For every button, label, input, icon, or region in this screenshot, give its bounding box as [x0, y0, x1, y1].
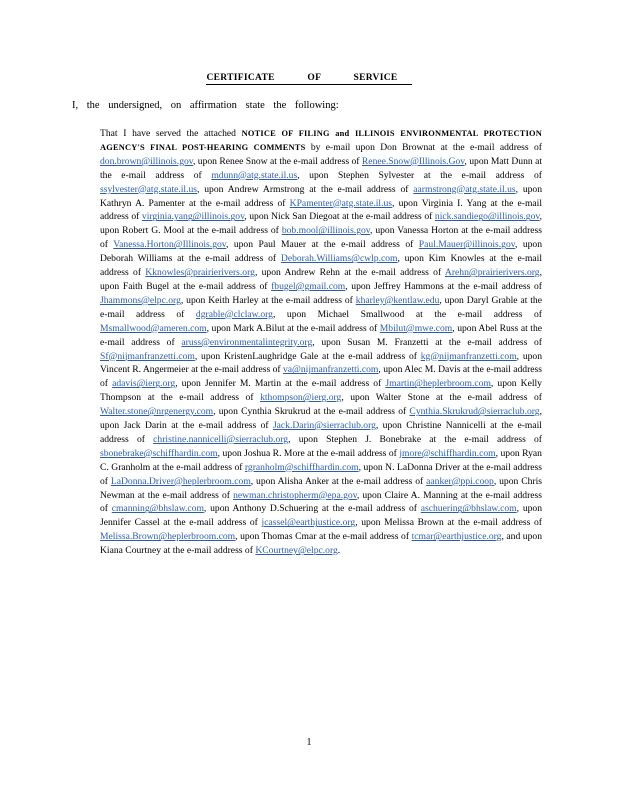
recipient-email-link[interactable]: dgrable@clclaw.org: [195, 308, 273, 320]
recipient-name: Michael Smallwood: [317, 308, 405, 320]
recipient-email-link[interactable]: rgranholm@schiffhardin.com: [244, 461, 359, 473]
recipient-name: Jennifer M. Martin: [204, 378, 282, 390]
recipient-email-link[interactable]: aschuering@bhslaw.com: [420, 503, 517, 515]
recipient-name: Melissa Brown: [384, 517, 444, 529]
recipient-email-link[interactable]: Jack.Darin@sierraclub.org: [272, 420, 376, 432]
recipient-email-link[interactable]: fbugel@gmail.com: [271, 280, 346, 292]
recipient-name: Kim Knowles: [428, 253, 485, 265]
recipient-name: Vanessa Horton: [397, 225, 459, 237]
document-title: CERTIFICATE OF SERVICE: [0, 73, 618, 85]
recipient-name: Matt Dunn: [490, 155, 533, 167]
recipient-email-link[interactable]: virginia.yang@illinois.gov: [141, 211, 245, 223]
recipient-name: Anthony D.Schuering: [232, 503, 319, 515]
recipient-email-link[interactable]: Paul.Mauer@illinois.gov: [418, 239, 515, 251]
recipient-email-link[interactable]: Jhammons@elpc.org: [100, 294, 181, 306]
recipient-name: Joshua R. More: [244, 447, 305, 459]
recipient-email-link[interactable]: KCourtney@elpc.org: [255, 545, 338, 557]
recipient-email-link[interactable]: bob.mool@illinois.gov: [281, 225, 370, 237]
recipient-name: Stephen J. Bonebrake: [326, 433, 422, 445]
recipient-email-link[interactable]: ssylvester@atg.state.il.us: [100, 183, 198, 195]
recipient-name: Christine Nannicelli: [406, 420, 486, 432]
recipient-email-link[interactable]: Renee.Snow@Illinois.Gov: [361, 155, 465, 167]
recipient-name: Abel Russ: [478, 322, 519, 334]
recipient-name: Alisha Anker: [277, 475, 329, 487]
recipient-email-link[interactable]: Vanessa.Horton@Illinois.gov: [113, 239, 226, 251]
page-number: 1: [306, 737, 312, 748]
recipient-name: Mark A.Bilut: [233, 322, 285, 334]
recipient-email-link[interactable]: va@nijmanfranzetti.com: [282, 364, 379, 376]
recipient-name: Stephen Sylvester: [337, 169, 415, 181]
recipient-email-link[interactable]: jmore@schiffhardin.com: [399, 447, 496, 459]
recipient-name: Paul Mauer: [258, 239, 307, 251]
notice-title: NOTICE OF FILING and ILLINOIS ENVIRONMENTAL PROTECTION AGENCY'S FINAL POST-HEARING COMMENTS: [100, 129, 542, 152]
recipient-email-link[interactable]: aruss@environmentalintegrity.org: [181, 336, 313, 348]
recipient-email-link[interactable]: kharley@kentlaw.edu: [355, 294, 440, 306]
recipient-name: Walter Stone: [375, 392, 430, 404]
recipient-email-link[interactable]: kthompson@ierg.org: [260, 392, 342, 404]
recipient-name: KristenLaughridge Gale: [223, 350, 319, 362]
recipient-email-link[interactable]: tcmar@earthjustice.org: [411, 531, 502, 543]
recipient-email-link[interactable]: KPamenter@atg.state.il.us: [289, 197, 393, 209]
recipient-email-link[interactable]: kg@nijmanfranzetti.com: [420, 350, 517, 362]
recipient-email-link[interactable]: adavis@ierg.org: [112, 378, 176, 390]
recipient-email-link[interactable]: mdunn@atg.state.il.us: [211, 169, 298, 181]
recipient-name: Susan M. Franzetti: [347, 336, 429, 348]
recipient-name: Robert G. Mool: [122, 225, 185, 237]
recipient-name: Jack Darin: [123, 420, 167, 432]
intro-statement: I, the undersigned, on affirmation state the following:: [72, 100, 339, 111]
recipient-email-link[interactable]: Walter.stone@nrgenergy.com: [100, 406, 214, 418]
recipient-email-link[interactable]: Melissa.Brown@heplerbroom.com: [100, 531, 236, 543]
recipient-email-link[interactable]: Cynthia.Skrukrud@sierraclub.org: [409, 406, 540, 418]
recipient-name: Vincent R. Angermeier: [100, 364, 189, 376]
recipient-name: Keith Harley: [208, 294, 259, 306]
recipient-name: Chris Newman: [100, 475, 542, 501]
recipient-name: Ryan C. Granholm: [100, 447, 542, 473]
recipient-name: Jennifer Cassel: [100, 517, 160, 529]
recipient-name: Kelly Thompson: [100, 378, 542, 404]
recipient-name: N. LaDonna Driver: [385, 461, 461, 473]
recipient-email-link[interactable]: aanker@ppi.coop: [426, 475, 494, 487]
recipient-email-link[interactable]: Msmallwood@ameren.com: [100, 322, 207, 334]
recipient-email-link[interactable]: don.brown@illinois.gov: [100, 155, 193, 167]
recipient-name: Virginia I. Yang: [421, 197, 487, 209]
recipient-name: Don Brownat: [380, 141, 436, 153]
recipient-name: Cynthia Skrukrud: [241, 406, 311, 418]
recipient-email-link[interactable]: christine.nannicelli@sierraclub.org: [153, 433, 289, 445]
recipient-email-link[interactable]: nick.sandiego@illinois.gov: [434, 211, 540, 223]
via-text: by e-mail upon: [305, 141, 381, 153]
recipient-name: Kathryn A. Pamenter: [100, 197, 185, 209]
recipient-email-link[interactable]: jcassel@earthjustice.org: [261, 517, 356, 529]
service-paragraph: That I have served the attached NOTICE OF FILING and ILLINOIS ENVIRONMENTAL PROTECTION AGENCY'S FINAL POST-HEARING COMMENTS by e-mail upon Don Brownat at the e-mail address of don.brown@illinois.gov, upon Renee Snow at the e-mail address of Renee.Snow@Illinois.Gov, upon Matt Dunn at the e-mail address of mdunn@atg.state.il.us, upon Stephen Sylvester at the e-mail address of ssylvester@atg.state.il.us, upon Andrew Armstrong at the e-mail address of aarmstrong@atg.state.il.us, upon Kathryn A. Pamenter at the e-mail address of KPamenter@atg.state.il.us, upon Virginia I. Yang at the e-mail address of virginia.yang@illinois.gov, upon Nick San Diegoat at the e-mail address of nick.sandiego@illinois.gov, upon Robert G. Mool at the e-mail address of bob.mool@illinois.gov, upon Vanessa Horton at the e-mail address of Vanessa.Horton@Illinois.gov, upon Paul Mauer at the e-mail address of Paul.Mauer@illinois.gov, upon Deborah Williams at the e-mail address of Deborah.Williams@cwlp.com, upon Kim Knowles at the e-mail address of Kknowles@prairierivers.org, upon Andrew Rehn at the e-mail address of Arehn@prairierivers.org, upon Faith Bugel at the e-mail address of fbugel@gmail.com, upon Jeffrey Hammons at the e-mail address of Jhammons@elpc.org, upon Keith Harley at the e-mail address of kharley@kentlaw.edu, upon Daryl Grable at the e-mail address of dgrable@clclaw.org, upon Michael Smallwood at the e-mail address of Msmallwood@ameren.com, upon Mark A.Bilut at the e-mail address of Mbilut@mwe.com, upon Abel Russ at the e-mail address of aruss@environmentalintegrity.org, upon Susan M. Franzetti at the e-mail address of Sf@nijmanfranzetti.com, upon KristenLaughridge Gale at the e-mail address of kg@nijmanfranzetti.com, upon Vincent R. Angermeier at the e-mail address of va@nijmanfranzetti.com, upon Alec M. Davis at the e-mail address of adavis@ierg.org, upon Jennifer M. Martin at the e-mail address of Jmartin@heplerbroom.com, upon Kelly Thompson at the e-mail address of kthompson@ierg.org, upon Walter Stone at the e-mail address of Walter.stone@nrgenergy.com, upon Cynthia Skrukrud at the e-mail address of Cynthia.Skrukrud@sierraclub.org, upon Jack Darin at the e-mail address of Jack.Darin@sierraclub.org, upon Christine Nannicelli at the e-mail address of christine.nannicelli@sierraclub.org, upon Stephen J. Bonebrake at the e-mail address of sbonebrake@schiffhardin.com, upon Joshua R. More at the e-mail address of jmore@schiffhardin.com, upon Ryan C. Granholm at the e-mail address of rgranholm@schiffhardin.com, upon N. LaDonna Driver at the e-mail address of LaDonna.Driver@heplerbroom.com, upon Alisha Anker at the e-mail address of aanker@ppi.coop, upon Chris Newman at the e-mail address of newman.christopherm@epa.gov, upon Claire A. Manning at the e-mail address of cmanning@bhslaw.com, upon Anthony D.Schuering at the e-mail address of aschuering@bhslaw.com, upon Jennifer Cassel at the e-mail address of jcassel@earthjustice.org, upon Melissa Brown at the e-mail address of Melissa.Brown@heplerbroom.com, upon Thomas Cmar at the e-mail address of tcmar@earthjustice.org, and upon Kiana Courtney at the e-mail address of KCourtney@elpc.org.: [100, 128, 543, 557]
recipient-email-link[interactable]: cmanning@bhslaw.com: [111, 503, 204, 515]
recipient-name: Faith Bugel: [122, 280, 170, 292]
recipient-email-link[interactable]: Deborah.Williams@cwlp.com: [280, 253, 398, 265]
recipient-name: Deborah Williams: [100, 253, 173, 265]
recipient-name: Nick San Diegoat: [271, 211, 340, 223]
lead-text: That I have served the attached: [100, 128, 242, 139]
recipient-name: Kiana Courtney: [100, 545, 162, 557]
recipient-name: Jeffrey Hammons: [374, 280, 444, 292]
recipient-name: Claire A. Manning: [384, 489, 458, 501]
recipient-email-link[interactable]: Mbilut@mwe.com: [379, 322, 453, 334]
recipient-email-link[interactable]: Arehn@prairierivers.org: [444, 267, 540, 279]
recipient-name: Daryl Grable: [466, 294, 518, 306]
recipient-email-link[interactable]: Sf@nijmanfranzetti.com: [100, 350, 195, 362]
recipient-email-link[interactable]: newman.christopherm@epa.gov: [233, 489, 357, 501]
recipient-email-link[interactable]: aarmstrong@atg.state.il.us: [413, 183, 516, 195]
recipient-name: Thomas Cmar: [261, 531, 317, 543]
recipient-name: Andrew Rehn: [284, 267, 340, 279]
recipient-name: Renee Snow: [219, 155, 268, 167]
recipient-name: Andrew Armstrong: [227, 183, 305, 195]
recipient-email-link[interactable]: LaDonna.Driver@heplerbroom.com: [110, 475, 251, 487]
recipient-name: Alec M. Davis: [404, 364, 461, 376]
recipient-email-link[interactable]: Jmartin@heplerbroom.com: [385, 378, 491, 390]
recipient-email-link[interactable]: sbonebrake@schiffhardin.com: [100, 447, 218, 459]
recipient-email-link[interactable]: Kknowles@prairierivers.org: [145, 267, 255, 279]
